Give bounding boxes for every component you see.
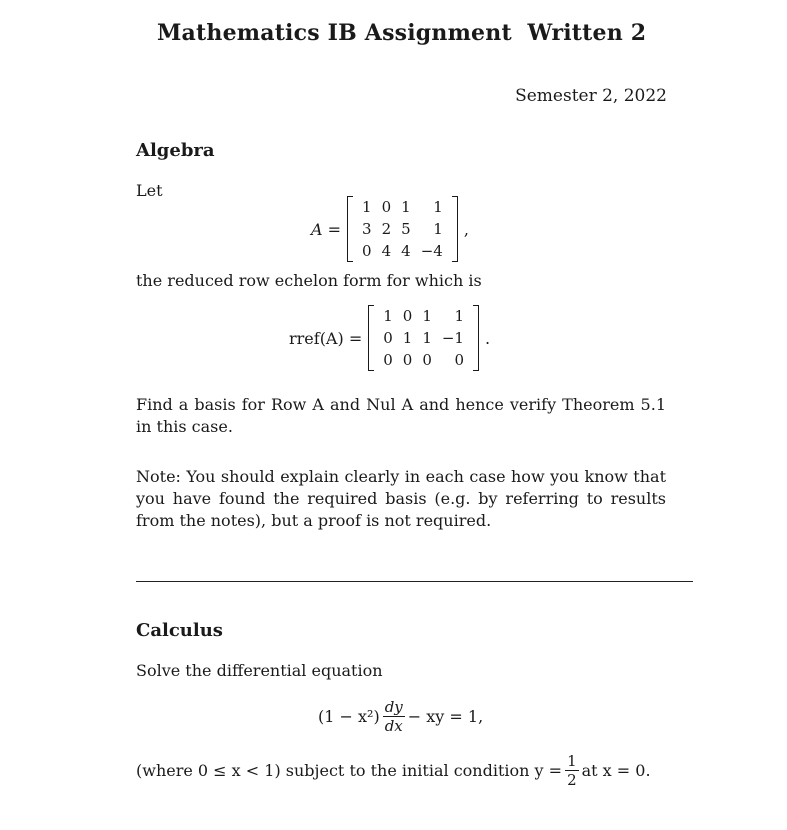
matrix-a	[347, 196, 458, 262]
matrix-a-cell: 0	[362, 242, 372, 260]
algebra-let: Let	[136, 181, 163, 200]
rref-intro: the reduced row echelon form for which is	[136, 271, 482, 290]
matrix-a-cell: 1	[362, 198, 372, 216]
algebra-note: Note: You should explain clearly in each case how you know that you have found the required basis (e.g. by referring to results from the notes), but a proof is not required.	[136, 467, 666, 530]
calculus-heading: Calculus	[136, 620, 223, 641]
matrix-rref-cell: 1	[422, 307, 432, 325]
condition-post: at x = 0.	[581, 761, 651, 780]
matrix-rref-cell: 0	[383, 351, 393, 369]
matrix-rref-row	[378, 327, 469, 349]
eq-right: − xy = 1,	[407, 707, 484, 726]
matrix-rref-row	[378, 305, 469, 327]
matrix-a-cell: 2	[381, 220, 392, 238]
matrix-rref-cell: 1	[422, 329, 432, 347]
matrix-a-punct: ,	[463, 219, 469, 239]
matrix-a-label: A =	[311, 219, 342, 239]
matrix-rref	[368, 305, 479, 371]
matrix-rref-cell: 0	[422, 351, 432, 369]
cond-frac-num: 1	[567, 752, 577, 770]
eq-left: (1 − x²)	[318, 707, 380, 726]
condition-fraction	[565, 752, 579, 789]
algebra-task: Find a basis for Row A and Nul A and hence verify Theorem 5.1 in this case.	[136, 395, 666, 436]
matrix-a-cell: 3	[362, 220, 372, 238]
cond-frac-den: 2	[567, 771, 577, 789]
section-divider	[136, 581, 693, 582]
matrix-a-row	[357, 218, 448, 240]
matrix-a-cell: 1	[433, 198, 443, 216]
differential-equation	[318, 698, 483, 735]
algebra-heading: Algebra	[136, 140, 215, 161]
matrix-rref-cell: 1	[383, 307, 393, 325]
calculus-intro: Solve the differential equation	[136, 661, 383, 680]
matrix-rref-cell: 0	[402, 307, 413, 325]
rref-punct: .	[484, 328, 491, 348]
matrix-rref-cell: 0	[402, 351, 413, 369]
matrix-rref-cell: −1	[441, 329, 464, 347]
document-title: Mathematics IB Assignment Written 2	[157, 20, 647, 46]
eq-derivative	[383, 698, 405, 735]
initial-condition	[136, 752, 651, 789]
matrix-a-cell: −4	[420, 242, 443, 260]
matrix-rref-cell: 1	[402, 329, 413, 347]
matrix-rref-cell: 0	[383, 329, 393, 347]
eq-frac-den: dx	[384, 717, 403, 735]
eq-frac-num: dy	[384, 698, 403, 716]
rref-label: rref(A) =	[289, 328, 363, 348]
matrix-a-cell: 1	[401, 198, 411, 216]
semester-label: Semester 2, 2022	[515, 86, 667, 106]
matrix-rref-row	[378, 349, 469, 371]
matrix-a-equation	[311, 196, 469, 262]
rref-equation	[289, 305, 490, 371]
matrix-rref-cell: 0	[454, 351, 464, 369]
matrix-a-cell: 4	[381, 242, 392, 260]
matrix-a-row	[357, 240, 448, 262]
condition-pre: (where 0 ≤ x < 1) subject to the initial condition y =	[136, 761, 563, 780]
matrix-a-cell: 4	[401, 242, 411, 260]
matrix-a-row	[357, 196, 448, 218]
matrix-a-cell: 0	[381, 198, 392, 216]
matrix-a-cell: 5	[401, 220, 411, 238]
matrix-a-cell: 1	[433, 220, 443, 238]
matrix-rref-cell: 1	[454, 307, 464, 325]
